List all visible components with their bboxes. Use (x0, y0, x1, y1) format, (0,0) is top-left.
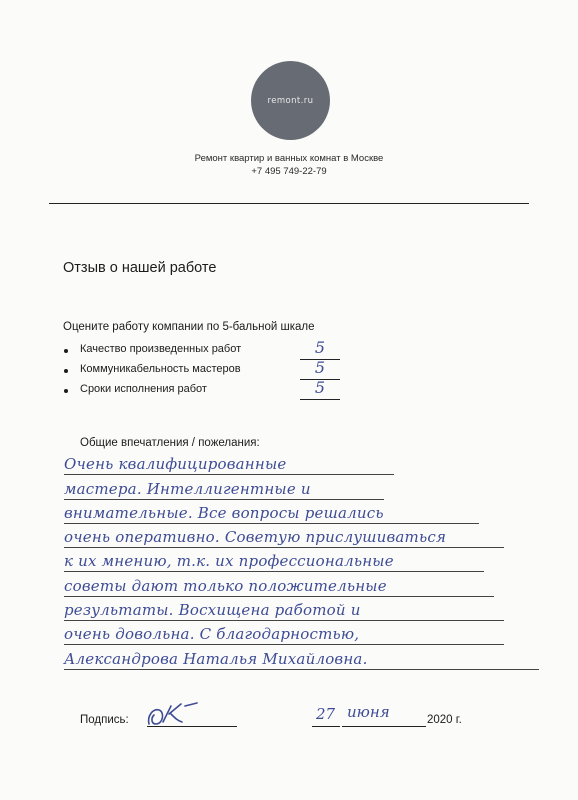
comment-line (64, 646, 564, 670)
criterion-row (63, 378, 363, 403)
form-title: Отзыв о нашей работе (63, 260, 217, 276)
handwritten-comment (64, 452, 564, 671)
comment-line-text: внимательные. Все вопросы решались (64, 503, 384, 522)
comment-line-text: очень оперативно. Советую прислушиваться (64, 528, 447, 547)
criterion-label: Коммуникабельность мастеров (80, 363, 241, 375)
bullet-icon (64, 389, 68, 393)
comment-underline (64, 669, 539, 670)
date-day-line (312, 726, 340, 727)
comment-line-text: Александрова Наталья Михайловна. (64, 649, 368, 668)
comment-underline (64, 571, 484, 572)
comment-underline (64, 644, 504, 645)
comment-line (64, 501, 564, 525)
company-tagline: Ремонт квартир и ванных комнат в Москве (194, 153, 384, 164)
comment-line (64, 622, 564, 646)
comment-line-text: мастера. Интеллигентные и (64, 479, 311, 498)
date-month-line (342, 726, 426, 727)
signature-line (147, 726, 237, 727)
score-field (300, 379, 340, 400)
criterion-label: Качество произведенных работ (80, 343, 242, 355)
comment-line (64, 598, 564, 622)
bullet-icon (64, 349, 68, 353)
general-impressions-label: Общие впечатления / пожелания: (80, 437, 260, 449)
comment-line-text: к их мнению, т.к. их профессиональные (64, 552, 394, 571)
comment-line-text: Очень квалифицированные (64, 455, 287, 474)
score-field (300, 339, 340, 360)
handwritten-score: 5 (314, 358, 326, 377)
handwritten-score: 5 (314, 378, 326, 397)
comment-underline (64, 523, 479, 524)
date-year: 2020 г. (427, 714, 462, 726)
comment-underline (64, 499, 384, 500)
rating-prompt: Оцените работу компании по 5-бальной шкале (63, 321, 315, 333)
comment-underline (64, 620, 504, 621)
comment-line (64, 573, 564, 597)
handwritten-score: 5 (314, 338, 326, 357)
comment-line (64, 452, 564, 476)
header-divider (49, 203, 529, 204)
date-day: 27 (316, 705, 336, 723)
comment-line (64, 476, 564, 500)
rating-criteria-list (63, 338, 363, 403)
comment-line (64, 525, 564, 549)
logo-text: remont.ru (267, 95, 314, 106)
company-phone: +7 495 749-22-79 (251, 166, 327, 177)
score-field (300, 359, 340, 380)
date-month: июня (347, 703, 390, 721)
comment-underline (64, 596, 494, 597)
comment-underline (64, 474, 394, 475)
bullet-icon (64, 369, 68, 373)
criterion-label: Сроки исполнения работ (80, 383, 207, 395)
signature-label: Подпись: (80, 714, 129, 726)
comment-line-text: советы дают только положительные (64, 576, 387, 595)
comment-line (64, 549, 564, 573)
comment-line-text: очень довольна. С благодарностью, (64, 625, 360, 644)
comment-underline (64, 547, 504, 548)
company-logo (251, 61, 330, 140)
comment-line-text: результаты. Восхищена работой и (64, 601, 361, 620)
